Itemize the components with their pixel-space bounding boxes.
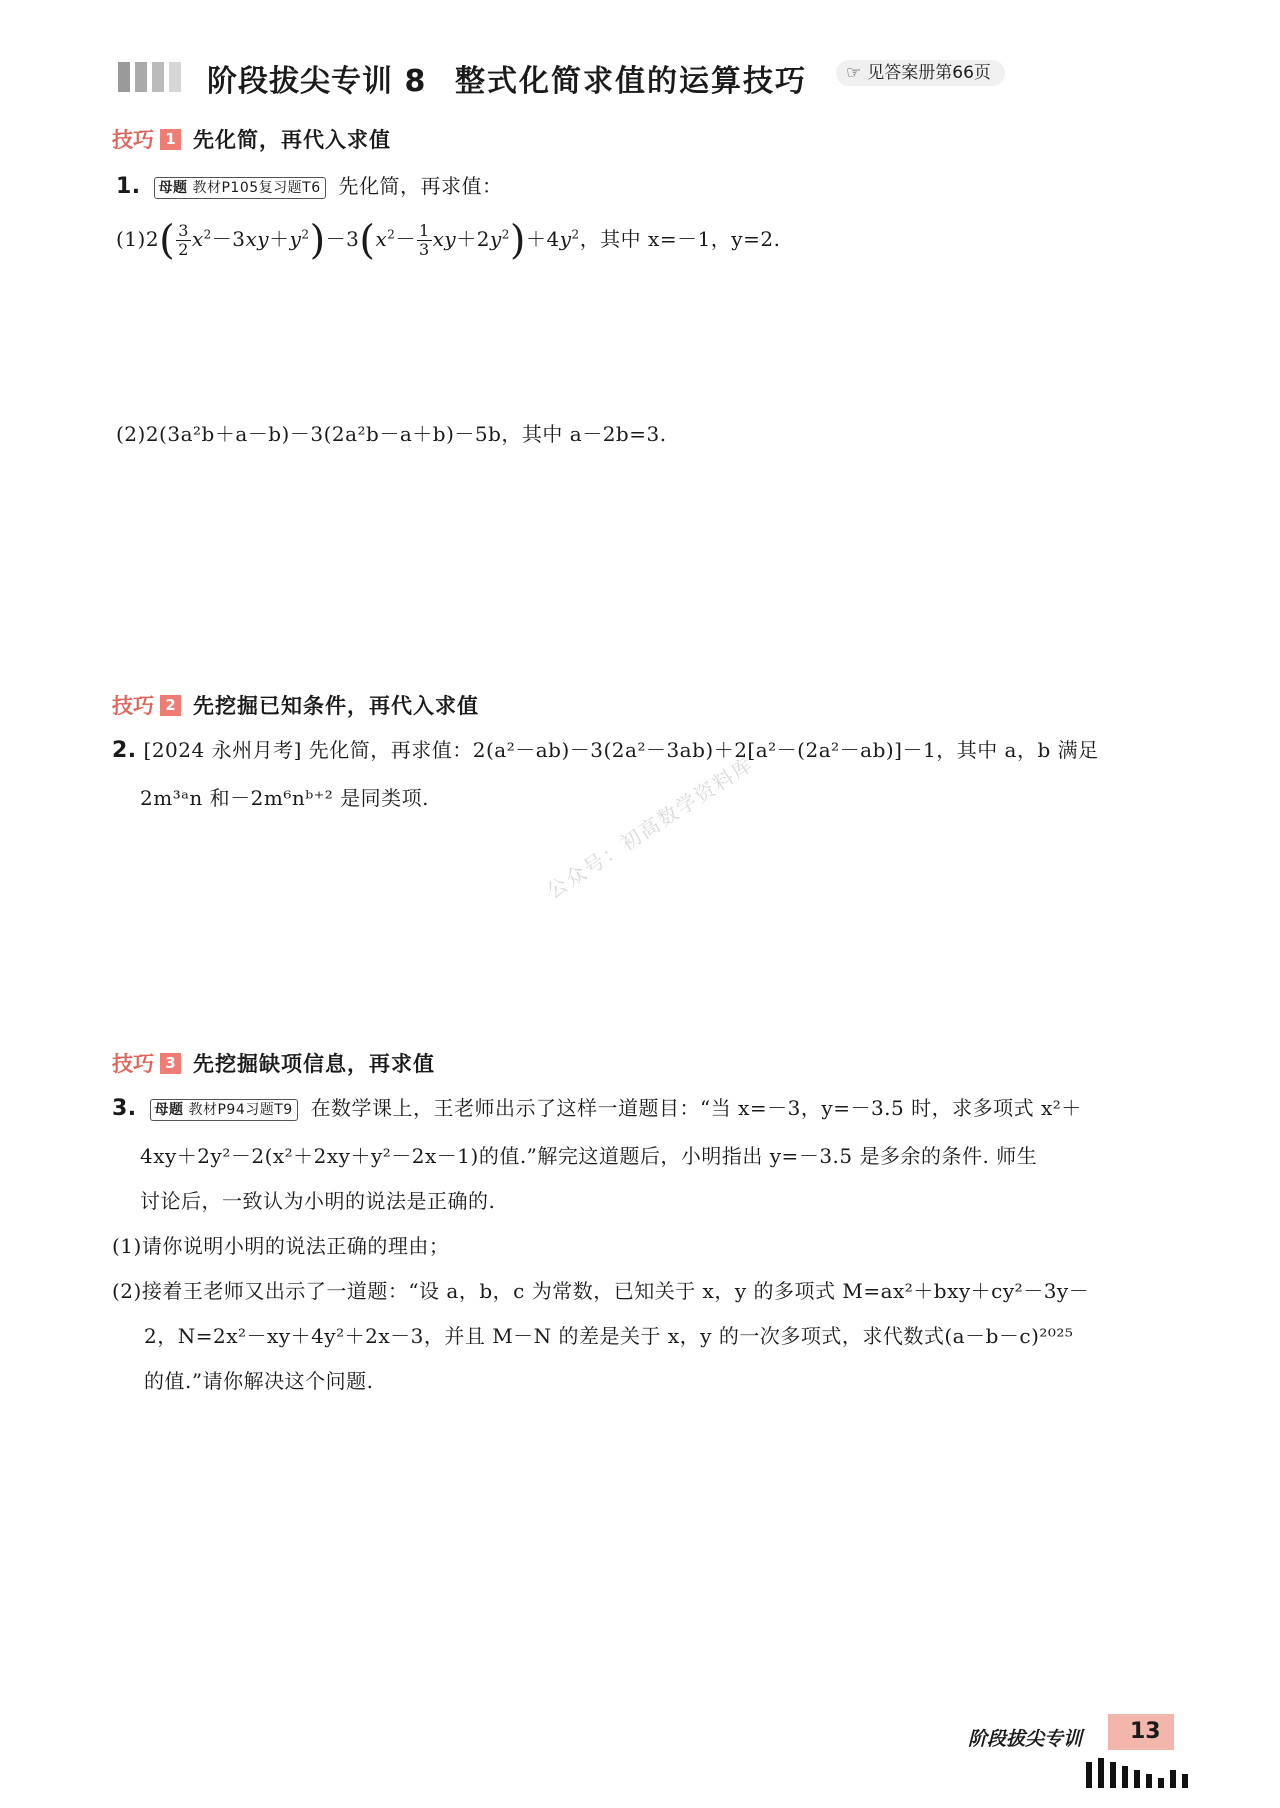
tag-source: 教材P105复习题T6	[192, 179, 321, 196]
question-prompt: 先化简，再求值：	[338, 174, 503, 198]
tag-mother: 母题	[158, 179, 188, 196]
tip-3-heading	[112, 1048, 435, 1078]
question-2-line-2: 2m³ᵃn 和－2m⁶nᵇ⁺² 是同类项.	[140, 786, 430, 810]
fraction-three-halves: $\frac{3}{2}$	[178, 221, 189, 259]
page-title: 整式化简求值的运算技巧	[455, 64, 807, 99]
source-tag	[150, 1099, 298, 1121]
question-2-line-1	[112, 734, 1099, 763]
watermark: 公众号：初高数学资料库	[542, 751, 759, 904]
tip-1-heading	[112, 124, 391, 154]
question-number: 1.	[116, 174, 141, 199]
part-condition: ，其中 x=－1，y=2.	[579, 227, 781, 251]
tip-number-badge: 1	[160, 129, 181, 150]
tip-2-heading	[112, 690, 479, 720]
question-3-line-3: 讨论后，一致认为小明的说法是正确的.	[140, 1189, 496, 1213]
question-text: 先化简，再求值：2(a²－ab)－3(2a²－3ab)＋2[a²－(2a²－ab)]－1，其中 a，b 满足	[308, 738, 1099, 762]
tip-label: 技巧	[112, 694, 154, 718]
question-1-part-2: (2)2(3a²b＋a－b)－3(2a²b－a＋b)－5b，其中 a－2b=3.	[116, 422, 667, 446]
part-label: (1)	[116, 227, 146, 251]
tip-text: 先化简，再代入求值	[193, 128, 391, 152]
question-3-line-2: 4xy＋2y²－2(x²＋2xy＋y²－2x－1)的值.”解完这道题后，小明指出 y=－3.5 是多余的条件. 师生	[140, 1144, 1038, 1168]
tip-text: 先挖掘缺项信息，再求值	[193, 1052, 435, 1076]
question-text: 在数学课上，王老师出示了这样一道题目：“当 x=－3，y=－3.5 时，求多项式 x²＋	[310, 1096, 1082, 1120]
tip-number-badge: 3	[160, 1053, 181, 1074]
tip-text: 先挖掘已知条件，再代入求值	[193, 694, 479, 718]
tip-label: 技巧	[112, 1052, 154, 1076]
source-tag	[154, 177, 326, 199]
tip-number-badge: 2	[160, 695, 181, 716]
page-number: 13	[1108, 1714, 1174, 1750]
question-3-part-2-line-2: 2，N=2x²－xy＋4y²＋2x－3，并且 M－N 的差是关于 x，y 的一次多项式，求代数式(a－b－c)²⁰²⁵	[144, 1324, 1074, 1348]
footer-section-label: 阶段拔尖专训	[968, 1728, 1083, 1750]
question-1-part-1: (1)2( $\frac{3}{2}$ $x^2-3xy+y^2)-3(x^2-$ $\frac{1}{3}$ $xy+2y^2)+4y^2$，其中 x=－1，y=2.	[116, 217, 781, 264]
question-number: 2.	[112, 738, 137, 763]
question-1-stem	[116, 170, 502, 199]
question-source: [2024 永州月考]	[143, 738, 302, 762]
question-3-part-2-line-1: (2)接着王老师又出示了一道题：“设 a，b，c 为常数，已知关于 x，y 的多项式 M=ax²＋bxy＋cy²－3y－	[112, 1279, 1090, 1303]
series-title: 阶段拔尖专训 8	[207, 64, 427, 99]
answer-reference-text: 见答案册第66页	[867, 63, 991, 83]
question-3-line-1	[112, 1092, 1082, 1121]
question-3-part-2-line-3: 的值.”请你解决这个问题.	[144, 1369, 374, 1393]
question-3-part-1: (1)请你说明小明的说法正确的理由；	[112, 1234, 450, 1258]
header-decor-bars	[118, 62, 181, 92]
tag-mother: 母题	[154, 1101, 184, 1118]
answer-reference	[836, 60, 1005, 86]
tip-label: 技巧	[112, 128, 154, 152]
footer-decor-bars	[1086, 1758, 1188, 1788]
fraction-one-third: $\frac{1}{3}$	[418, 221, 430, 259]
question-number: 3.	[112, 1096, 137, 1121]
pointing-hand-icon: ☞	[846, 63, 862, 83]
tag-source: 教材P94习题T9	[188, 1101, 293, 1118]
